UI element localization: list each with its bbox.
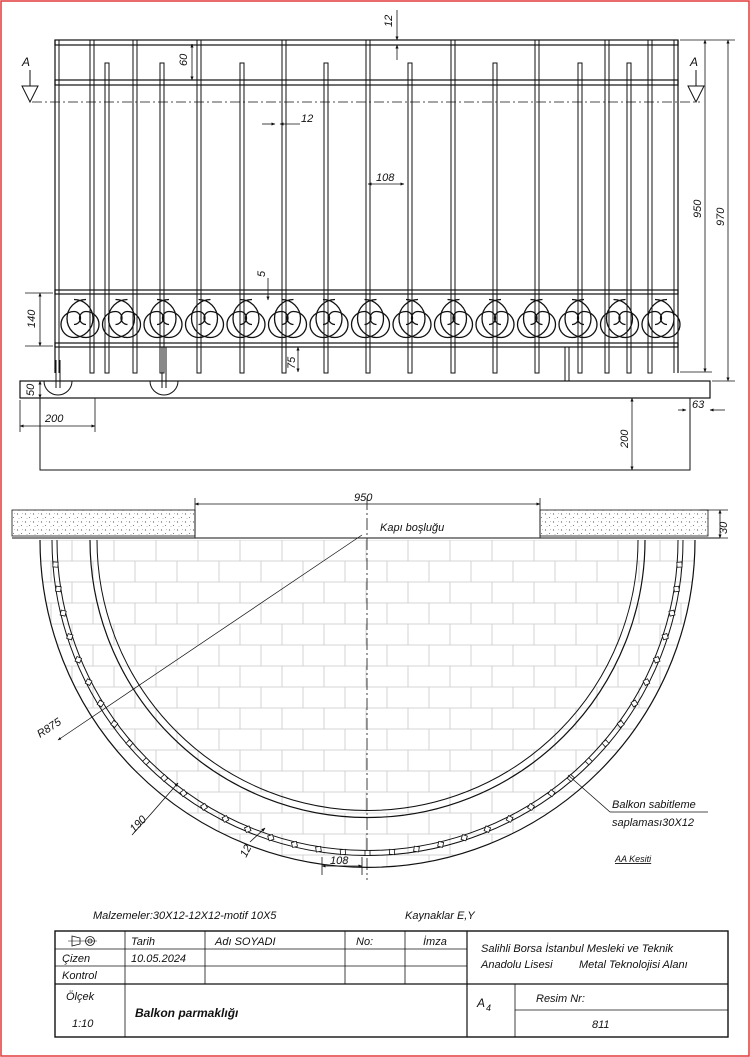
base-anchors [44, 347, 569, 395]
scroll-motif [518, 300, 550, 338]
plan-bar [67, 634, 73, 640]
baluster-bar [197, 40, 201, 373]
dim-band: 190 [127, 813, 150, 836]
scroll-motif [399, 300, 431, 338]
plan-bar [602, 740, 609, 747]
plan-bar [528, 804, 535, 811]
department: Metal Teknolojisi Alanı [579, 959, 688, 971]
drawing-title: Balkon parmaklığı [135, 1006, 239, 1020]
plan-bar [291, 841, 297, 847]
col-date: Tarih [131, 936, 156, 948]
school-line1: Salihli Borsa İstanbul Mesleki ve Teknik [481, 943, 674, 955]
plan-bar [506, 816, 513, 823]
dim-height-950: 950 [692, 199, 704, 218]
paper-size-sub: 4 [486, 1003, 492, 1013]
scroll-motif [61, 300, 93, 338]
scale-value: 1:10 [72, 1018, 94, 1030]
plan-view [12, 498, 750, 897]
baluster-bar-short [493, 63, 497, 373]
baluster-bar-short [160, 63, 164, 373]
plan-bar [85, 679, 92, 686]
scroll-motif [559, 300, 591, 338]
dim-bottom-gap: 75 [286, 356, 298, 369]
dim-top-bar: 12 [383, 14, 395, 27]
dim-rail-gap: 60 [178, 53, 190, 66]
dim-bar-width: 12 [301, 113, 314, 125]
plan-bar [389, 849, 394, 854]
dim-right-offset: 63 [692, 399, 705, 411]
scroll-motif [393, 300, 425, 338]
scroll-motif [233, 300, 265, 338]
materials-note: Malzemeler:30X12-12X12-motif 10X5 [93, 910, 277, 922]
plan-bar [631, 700, 638, 707]
plan-bar [55, 586, 61, 592]
scroll-motif [269, 300, 301, 338]
scroll-motif [358, 300, 390, 338]
scroll-motif [607, 300, 639, 338]
dim-scroll-band: 140 [26, 309, 38, 328]
drawn-date: 10.05.2024 [131, 953, 187, 965]
scroll-motif [103, 300, 135, 338]
plan-bar [461, 835, 467, 841]
plan-bar [677, 562, 682, 567]
elevation-dimensions [20, 10, 735, 470]
section-mark-right: A [690, 55, 699, 69]
plan-bar [222, 816, 229, 823]
col-name: Adı SOYADI [215, 936, 276, 948]
plan-text [35, 492, 730, 867]
callout-line2: saplaması30X12 [612, 817, 694, 829]
scroll-motif [316, 300, 348, 338]
scale-label: Ölçek [66, 991, 95, 1003]
scroll-motif [275, 300, 307, 338]
dim-wall: 30 [718, 521, 730, 534]
paper-size: A [477, 996, 486, 1010]
dim-height-970: 970 [715, 207, 727, 226]
baluster-bar-short [105, 63, 109, 373]
plan-bar [643, 679, 650, 686]
plan-bar [268, 835, 274, 841]
plan-bar [340, 849, 345, 854]
plan-bar [585, 758, 592, 765]
welds-note: Kaynaklar E,Y [405, 910, 475, 922]
scroll-motif [192, 300, 224, 338]
plan-bar [126, 740, 133, 747]
baluster-bar-short [240, 63, 244, 373]
row-drawn: Çizen [62, 953, 91, 965]
plan-bar [669, 610, 675, 616]
plan-bar [438, 841, 444, 847]
plan-bar [414, 846, 420, 852]
drawing-no: 811 [592, 1019, 610, 1031]
elevation-view [20, 40, 710, 470]
dim-bar-spacing: 108 [376, 172, 395, 184]
dim-door-width: 950 [354, 492, 373, 504]
dim-motif: 5 [256, 270, 268, 277]
scroll-motif [150, 300, 182, 338]
plan-bar [53, 562, 58, 567]
row-check: Kontrol [62, 970, 97, 982]
dim-base: 50 [25, 383, 37, 396]
col-no: No: [356, 936, 374, 948]
projection-symbol-icon [68, 936, 97, 946]
dim-plan-spacing: 108 [330, 855, 349, 867]
dim-plan-bar: 12 [238, 842, 255, 860]
baluster-bar-short [324, 63, 328, 373]
plan-bar [111, 720, 118, 727]
section-label: AA Kesiti [615, 854, 652, 864]
door-label: Kapı boşluğu [380, 522, 445, 534]
plan-bar [316, 846, 322, 852]
scroll-motif [352, 300, 384, 338]
scroll-motif [227, 300, 259, 338]
dim-slab: 200 [619, 429, 631, 448]
plan-bar [548, 790, 555, 797]
plan-bar [365, 851, 370, 856]
section-arrows [21, 55, 704, 102]
plan-bar [201, 803, 208, 810]
plan-bar [674, 586, 680, 592]
dim-left-offset: 200 [45, 413, 64, 425]
baluster-bar-short [408, 63, 412, 373]
scroll-motif [642, 300, 674, 338]
dim-radius: R875 [35, 716, 64, 741]
drawing-no-label: Resim Nr: [536, 993, 585, 1005]
plan-bar [161, 774, 168, 781]
scroll-motif [310, 300, 342, 338]
plan-bar [180, 790, 187, 797]
plan-bar [97, 700, 104, 707]
scroll-motif [565, 300, 597, 338]
plan-bar [662, 634, 668, 640]
plan-bar [60, 610, 66, 616]
callout-line1: Balkon sabitleme [612, 799, 696, 811]
scroll-motif [109, 300, 141, 338]
scroll-motif [482, 300, 514, 338]
baluster-bar-short [578, 63, 582, 373]
section-mark-left: A [22, 55, 31, 69]
school-line2: Anadolu Lisesi [481, 959, 553, 971]
scroll-motif [648, 300, 680, 338]
col-sign: İmza [423, 936, 447, 948]
plan-bar [143, 758, 150, 765]
scroll-motif [476, 300, 508, 338]
scroll-motif [441, 300, 473, 338]
